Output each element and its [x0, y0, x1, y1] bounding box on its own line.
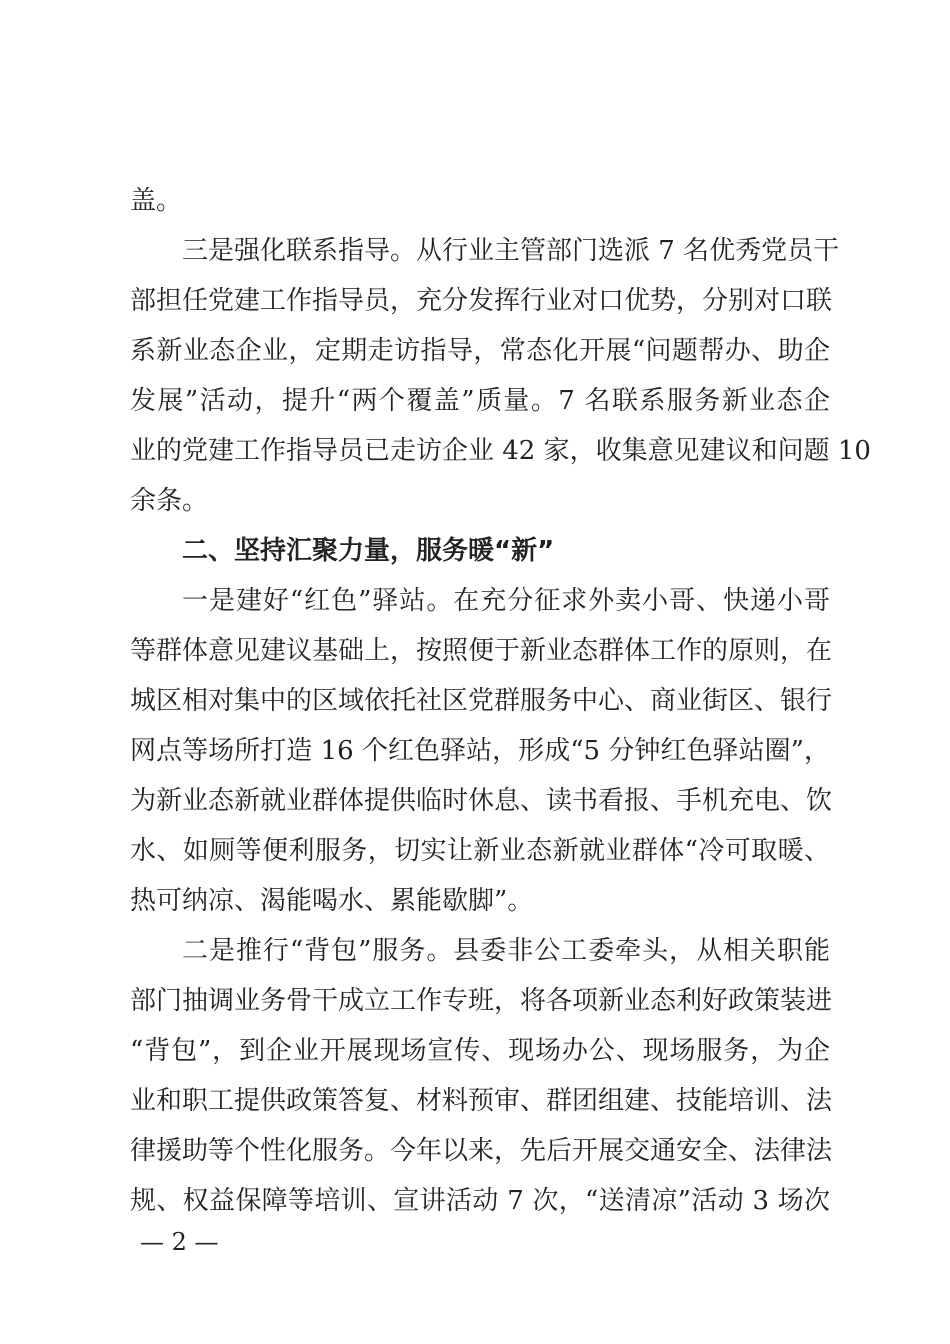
paragraph-first-line: 一是建好“红色”驿站。在充分征求外卖小哥、快递小哥 [182, 586, 830, 616]
text-line: 业的党建工作指导员已走访企业 42 家，收集意见建议和问题 10 [130, 436, 871, 466]
text-line: 律援助等个性化服务。今年以来，先后开展交通安全、法律法 [130, 1136, 833, 1166]
text-line: 盖。 [130, 186, 183, 216]
text-line: 部门抽调业务骨干成立工作专班，将各项新业态利好政策装进 [130, 986, 833, 1016]
text-line: 余条。 [130, 486, 209, 516]
text-line: 热可纳凉、渴能喝水、累能歇脚”。 [130, 886, 534, 916]
text-line: 网点等场所打造 16 个红色驿站，形成“5 分钟红色驿站圈”， [130, 736, 830, 766]
text-line: 水、如厕等便利服务，切实让新业态新就业群体“冷可取暖、 [130, 836, 830, 866]
text-line: 系新业态企业，定期走访指导，常态化开展“问题帮办、助企 [130, 336, 830, 366]
paragraph-first-line: 三是强化联系指导。从行业主管部门选派 7 名优秀党员干 [182, 236, 840, 266]
text-line: 城区相对集中的区域依托社区党群服务中心、商业街区、银行 [130, 686, 833, 716]
text-line: 规、权益保障等培训、宣讲活动 7 次，“送清凉”活动 3 场次 [130, 1186, 830, 1216]
text-line: 发展”活动，提升“两个覆盖”质量。7 名联系服务新业态企 [130, 386, 830, 416]
page-number: — 2 — [140, 1228, 219, 1256]
text-line: 部担任党建工作指导员，充分发挥行业对口优势，分别对口联 [130, 286, 833, 316]
text-line: 业和职工提供政策答复、材料预审、群团组建、技能培训、法 [130, 1086, 833, 1116]
paragraph-first-line: 二是推行“背包”服务。县委非公工委牵头，从相关职能 [182, 936, 830, 966]
text-line: 为新业态新就业群体提供临时休息、读书看报、手机充电、饮 [130, 786, 833, 816]
text-line: “背包”，到企业开展现场宣传、现场办公、现场服务，为企 [130, 1036, 830, 1066]
text-line: 等群体意见建议基础上，按照便于新业态群体工作的原则，在 [130, 636, 833, 666]
section-heading: 二、坚持汇聚力量，服务暖“新” [182, 536, 555, 566]
